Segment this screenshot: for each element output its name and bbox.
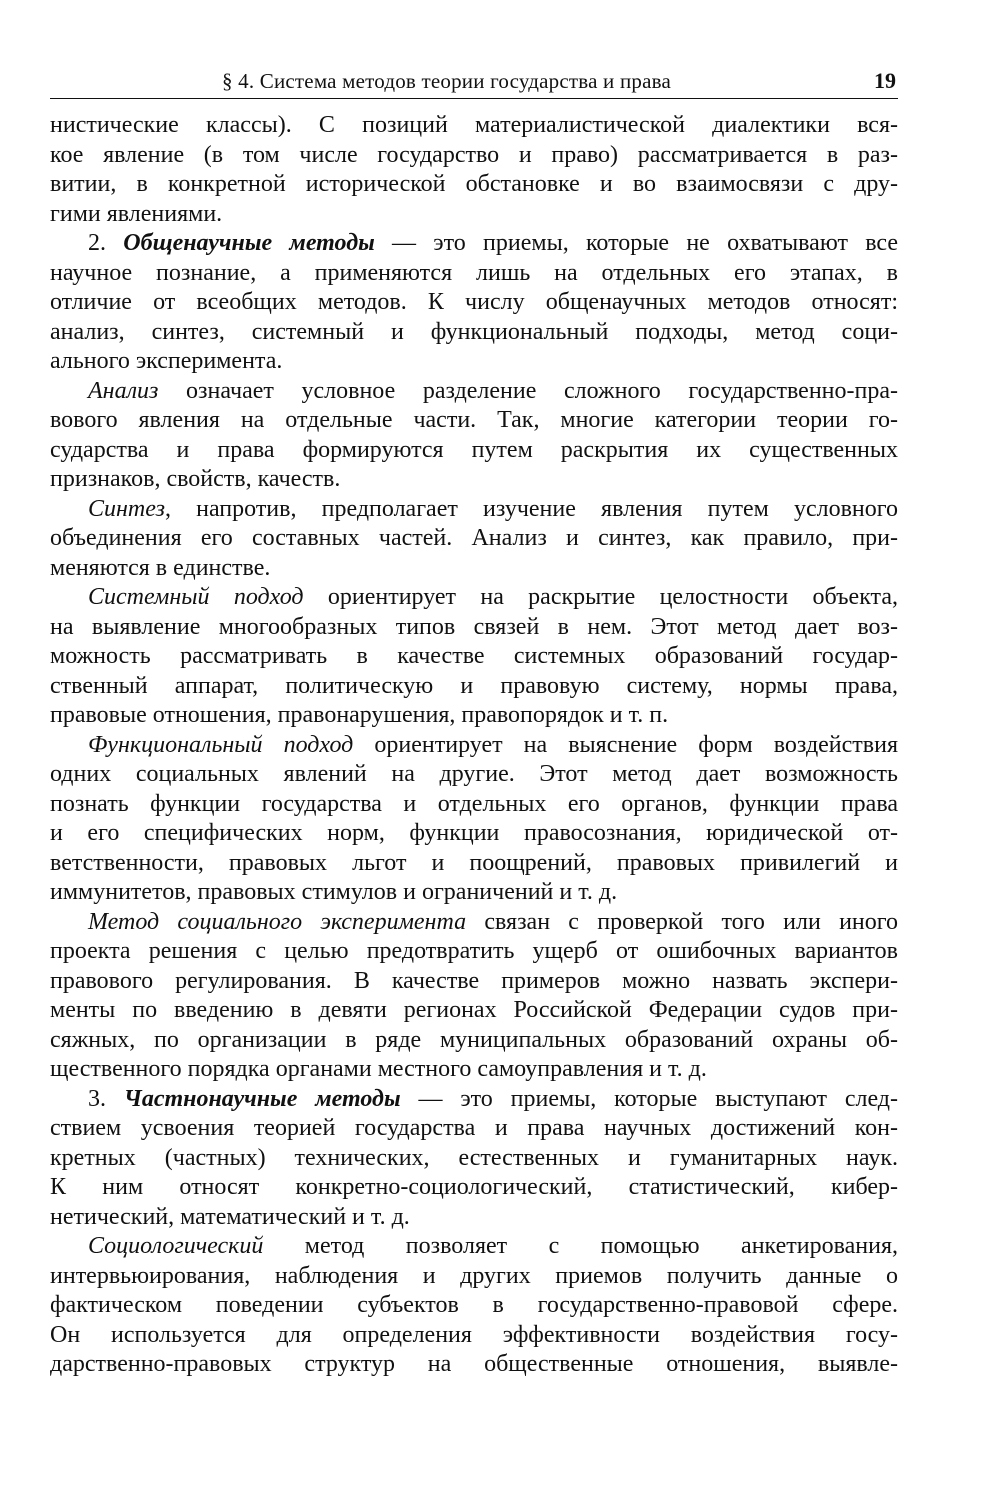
running-header (50, 62, 898, 99)
text-line: гими явлениями. (50, 200, 223, 227)
book-page (50, 62, 898, 1380)
paragraph (50, 495, 898, 584)
text-line (50, 229, 898, 259)
term: Функциональный подход (88, 731, 354, 758)
text-line: ального эксперимента. (50, 348, 283, 374)
text-line: можность рассматривать в качестве системных образований государ- (50, 643, 898, 669)
text-line (50, 583, 898, 613)
text-fragment: метод позволяет с помощью анкетирования, (263, 1233, 898, 1259)
text-line: иммунитетов, правовых стимулов и ограничений и т. д. (50, 879, 618, 905)
text-line: щественного порядка органами местного самоуправления и т. д. (50, 1056, 707, 1082)
text-line: ствием усвоения теорией государства и права научных достижений кон- (50, 1115, 898, 1141)
paragraph (50, 1085, 898, 1233)
text-fragment: связан с проверкой того или иного (466, 908, 898, 935)
paragraph (50, 583, 898, 731)
list-number: 2. (88, 230, 124, 256)
text-line: одних социальных явлений на другие. Этот метод дает возможность (50, 761, 898, 787)
list-number: 3. (88, 1085, 124, 1112)
text-line (50, 495, 898, 525)
text-fragment: — это приемы, которые не охватывают все (374, 230, 898, 256)
text-line: и его специфических норм, функции правосознания, юридической от- (50, 820, 898, 846)
text-line: правового регулирования. В качестве примеров можно назвать экспери- (50, 967, 898, 994)
paragraph (50, 229, 898, 377)
text-line: ветственности, правовых льгот и поощрений, правовых привилегий и (50, 849, 898, 876)
text-line: кое явление (в том числе государство и право) рассматривается в раз- (50, 141, 898, 168)
text-line: объединения его составных частей. Анализ и синтез, как правило, при- (50, 525, 898, 551)
text-line: Он используется для определения эффективности воздействия госу- (50, 1321, 898, 1348)
term: Общенаучные методы (123, 230, 375, 256)
text-line: меняются в единстве. (50, 554, 271, 581)
text-line: менты по введению в девяти регионах Российской Федерации судов при- (50, 997, 898, 1023)
text-line: познать функции государства и отдельных его органов, функции права (50, 790, 898, 817)
text-fragment: ориентирует на раскрытие целостности объекта, (303, 584, 898, 610)
text-line: нетический, математический и т. д. (50, 1203, 410, 1230)
text-fragment: означает условное разделение сложного государственно-пра- (158, 377, 898, 404)
paragraph (50, 1232, 898, 1380)
page-number: 19 (874, 68, 896, 93)
text-line: кретных (частных) технических, естественных и гуманитарных наук. (50, 1144, 898, 1171)
paragraph (50, 731, 898, 908)
text-line (50, 1232, 898, 1262)
text-line: на выявление многообразных типов связей в нем. Этот метод дает воз- (50, 613, 898, 640)
text-line: вового явления на отдельные части. Так, многие категории теории го- (50, 407, 898, 433)
text-line (50, 731, 898, 761)
term: Анализ (88, 377, 159, 404)
term: Социологический (88, 1233, 264, 1259)
text-line: фактическом поведении субъектов в государственно-правовой сфере. (50, 1292, 898, 1318)
body-text (50, 111, 898, 1380)
text-line: отличие от всеобщих методов. К числу общенаучных методов относят: (50, 289, 898, 315)
term: Частнонаучные методы (123, 1085, 401, 1112)
text-line: К ним относят конкретно-социологический, статистический, кибер- (50, 1174, 898, 1200)
term: Синтез (88, 495, 165, 522)
text-line: сяжных, по организации в ряде муниципальных образований охраны об- (50, 1026, 898, 1053)
text-line: анализ, синтез, системный и функциональный подходы, метод соци- (50, 318, 898, 345)
text-line: витии, в конкретной исторической обстановке и во взаимосвязи с дру- (50, 171, 898, 197)
text-line (50, 908, 898, 938)
paragraph (50, 111, 898, 229)
paragraph (50, 908, 898, 1085)
text-line: нистические классы). С позиций материалистической диалектики вся- (50, 112, 898, 138)
text-line: правовые отношения, правонарушения, правопорядок и т. п. (50, 702, 669, 728)
text-line: дарственно-правовых структур на общественные отношения, выявле- (50, 1351, 898, 1377)
text-line: признаков, свойств, качеств. (50, 466, 341, 492)
text-line: интервьюирования, наблюдения и других приемов получить данные о (50, 1262, 898, 1289)
paragraph (50, 377, 898, 495)
text-line (50, 1085, 898, 1115)
text-fragment: ориентирует на выяснение форм воздействия (353, 731, 899, 758)
text-line (50, 377, 898, 407)
text-fragment: — это приемы, которые выступают след- (400, 1085, 899, 1112)
text-line: проекта решения с целью предотвратить ущерб от ошибочных вариантов (50, 938, 898, 964)
text-line: сударства и права формируются путем раскрытия их существенных (50, 436, 898, 463)
text-fragment: , напротив, предполагает изучение явления путем условного (164, 495, 898, 522)
term: Системный подход (88, 584, 304, 610)
text-line: ственный аппарат, политическую и правовую систему, нормы права, (50, 672, 898, 699)
text-line: научное познание, а применяются лишь на отдельных его этапах, в (50, 259, 898, 286)
term: Метод социального эксперимента (88, 908, 467, 935)
section-title: § 4. Система методов теории государства и права (222, 69, 671, 93)
